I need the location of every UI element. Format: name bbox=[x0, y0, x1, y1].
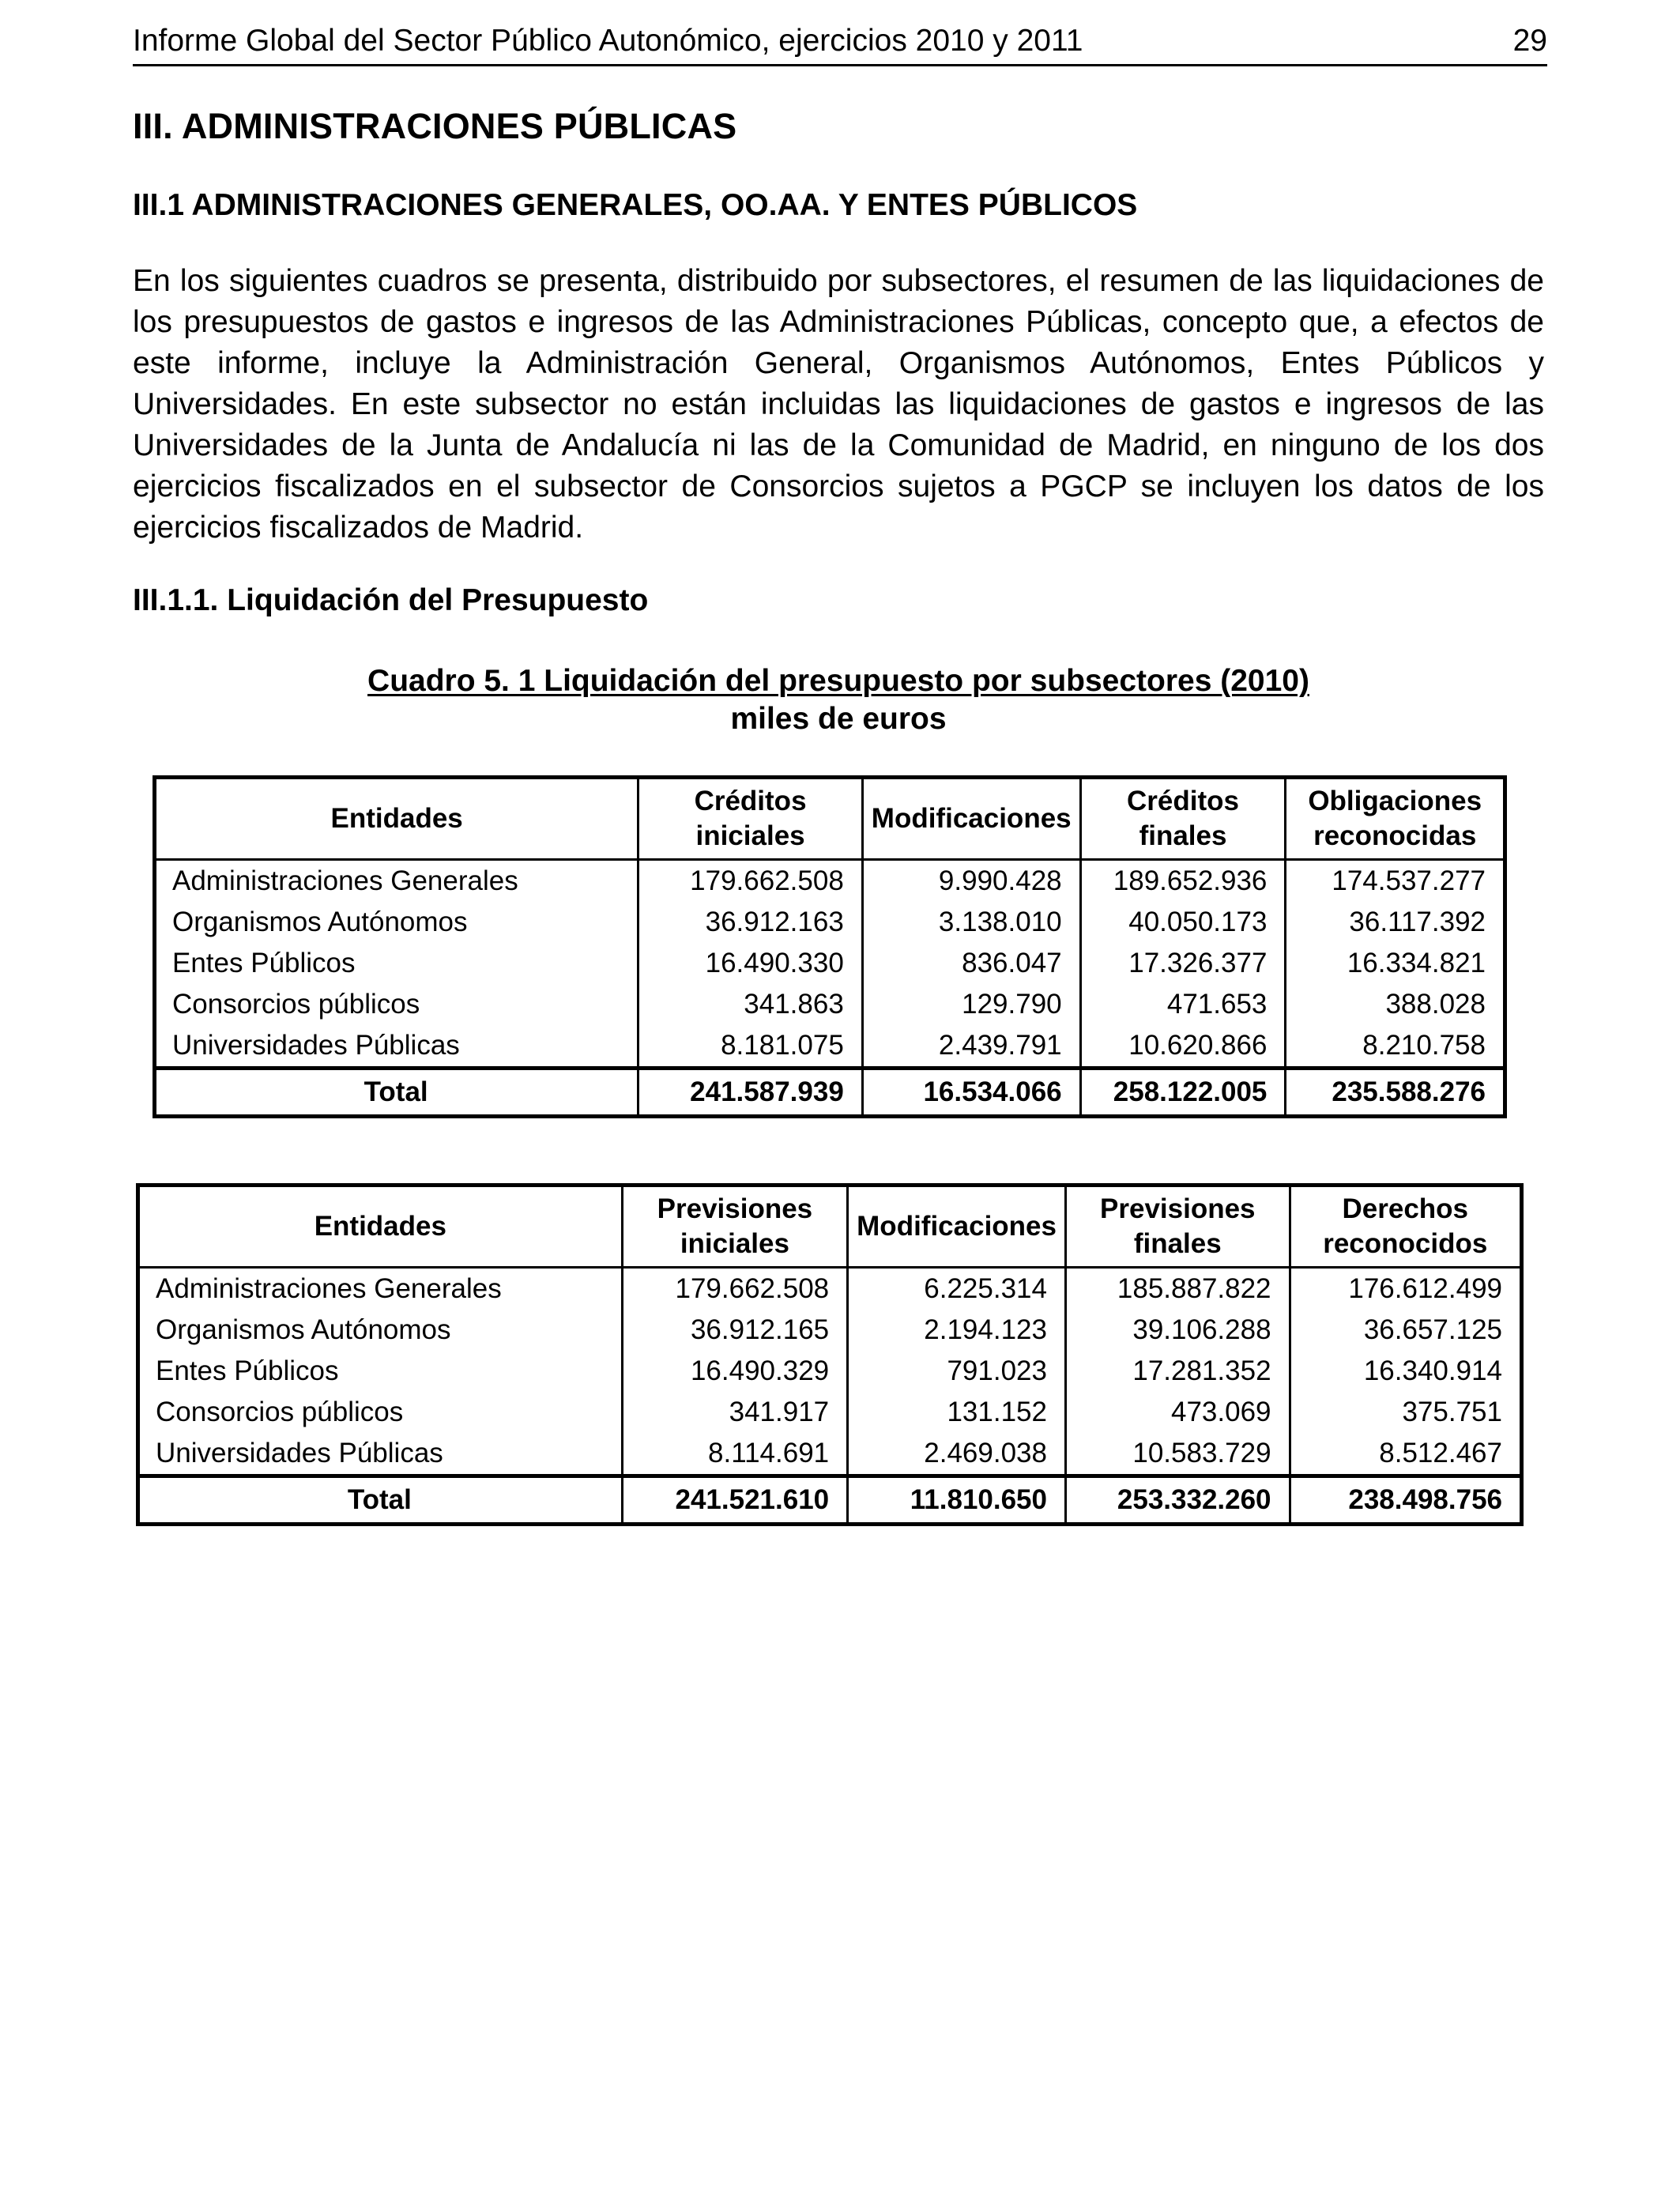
table-row bbox=[138, 1351, 1522, 1392]
cell-value: 341.863 bbox=[638, 984, 862, 1025]
cell-entidad: Universidades Públicas bbox=[155, 1025, 638, 1069]
cell-entidad: Universidades Públicas bbox=[138, 1433, 623, 1476]
header-derechos-reconocidos bbox=[1290, 1186, 1521, 1268]
subsubsection-title: III.1.1. Liquidación del Presupuesto bbox=[133, 583, 649, 617]
cell-entidad: Entes Públicos bbox=[155, 943, 638, 984]
header-line: Previsiones bbox=[657, 1193, 813, 1224]
cell-total-value: 238.498.756 bbox=[1290, 1476, 1521, 1525]
cell-value: 174.537.277 bbox=[1286, 860, 1505, 903]
cell-value: 179.662.508 bbox=[622, 1268, 848, 1310]
header-entidades: Entidades bbox=[138, 1186, 623, 1268]
header-line: Derechos bbox=[1342, 1193, 1469, 1224]
cell-value: 189.652.936 bbox=[1080, 860, 1286, 903]
cell-value: 16.490.329 bbox=[622, 1351, 848, 1392]
header-creditos-finales bbox=[1080, 778, 1286, 860]
cell-value: 16.334.821 bbox=[1286, 943, 1505, 984]
cell-value: 9.990.428 bbox=[862, 860, 1080, 903]
expenses-table bbox=[153, 775, 1507, 1118]
cell-value: 36.117.392 bbox=[1286, 902, 1505, 943]
table-total-row bbox=[155, 1069, 1505, 1117]
page-number: 29 bbox=[1512, 24, 1547, 58]
cell-value: 3.138.010 bbox=[862, 902, 1080, 943]
header-line: finales bbox=[1133, 1228, 1222, 1259]
table-header-row bbox=[155, 778, 1505, 860]
header-previsiones-iniciales bbox=[622, 1186, 848, 1268]
intro-paragraph: En los siguientes cuadros se presenta, distribuido por subsectores, el resumen de las liquidaciones de los presupuestos de gastos e ingresos de las Administraciones Públicas, concepto que, a efectos de este informe, incluye la Administración General, Organismos Autónomos, Entes Públicos y Universidades. En este subsector no están incluidas las liquidaciones de gastos e ingresos de las Universidades de la Junta de Andalucía ni las de la Comunidad de Madrid, en ninguno de los dos ejercicios fiscalizados en el subsector de Consorcios sujetos a PGCP se incluyen los datos de los ejercicios fiscalizados de Madrid. bbox=[133, 264, 1544, 545]
table-row bbox=[138, 1392, 1522, 1433]
header-line: Obligaciones bbox=[1308, 786, 1482, 816]
cell-value: 8.512.467 bbox=[1290, 1433, 1521, 1476]
cell-value: 2.469.038 bbox=[848, 1433, 1066, 1476]
cell-value: 39.106.288 bbox=[1066, 1310, 1290, 1351]
table-row bbox=[138, 1268, 1522, 1310]
cell-value: 10.620.866 bbox=[1080, 1025, 1286, 1069]
revenue-table bbox=[136, 1183, 1524, 1526]
cell-value: 10.583.729 bbox=[1066, 1433, 1290, 1476]
cell-value: 40.050.173 bbox=[1080, 902, 1286, 943]
cell-value: 16.490.330 bbox=[638, 943, 862, 984]
header-line: Créditos bbox=[1127, 786, 1239, 816]
cell-value: 388.028 bbox=[1286, 984, 1505, 1025]
cell-value: 8.181.075 bbox=[638, 1025, 862, 1069]
table-header-row bbox=[138, 1186, 1522, 1268]
header-line: iniciales bbox=[680, 1228, 789, 1259]
header-line: finales bbox=[1139, 820, 1227, 851]
cell-value: 36.912.165 bbox=[622, 1310, 848, 1351]
cell-total-value: 11.810.650 bbox=[848, 1476, 1066, 1525]
header-modificaciones: Modificaciones bbox=[848, 1186, 1066, 1268]
cell-value: 6.225.314 bbox=[848, 1268, 1066, 1310]
header-line: Créditos bbox=[694, 786, 807, 816]
table-total-row bbox=[138, 1476, 1522, 1525]
table-row bbox=[138, 1433, 1522, 1476]
cell-entidad: Consorcios públicos bbox=[138, 1392, 623, 1433]
header-line: reconocidos bbox=[1323, 1228, 1488, 1259]
cell-total-value: 241.521.610 bbox=[622, 1476, 848, 1525]
cell-value: 17.326.377 bbox=[1080, 943, 1286, 984]
cell-total-value: 258.122.005 bbox=[1080, 1069, 1286, 1117]
cell-value: 473.069 bbox=[1066, 1392, 1290, 1433]
cell-total-value: 16.534.066 bbox=[862, 1069, 1080, 1117]
header-obligaciones-reconocidas bbox=[1286, 778, 1505, 860]
cell-value: 176.612.499 bbox=[1290, 1268, 1521, 1310]
header-modificaciones: Modificaciones bbox=[862, 778, 1080, 860]
cell-value: 8.114.691 bbox=[622, 1433, 848, 1476]
cell-entidad: Organismos Autónomos bbox=[138, 1310, 623, 1351]
table-row bbox=[138, 1310, 1522, 1351]
cell-value: 375.751 bbox=[1290, 1392, 1521, 1433]
subsection-title: III.1 ADMINISTRACIONES GENERALES, OO.AA. Y ENTES PÚBLICOS bbox=[133, 188, 1138, 222]
table-row bbox=[155, 902, 1505, 943]
cell-entidad: Administraciones Generales bbox=[155, 860, 638, 903]
cell-total-label: Total bbox=[138, 1476, 623, 1525]
cell-total-value: 241.587.939 bbox=[638, 1069, 862, 1117]
cell-entidad: Consorcios públicos bbox=[155, 984, 638, 1025]
header-line: Previsiones bbox=[1100, 1193, 1256, 1224]
cell-total-value: 235.588.276 bbox=[1286, 1069, 1505, 1117]
cell-value: 341.917 bbox=[622, 1392, 848, 1433]
header-previsiones-finales bbox=[1066, 1186, 1290, 1268]
cell-entidad: Entes Públicos bbox=[138, 1351, 623, 1392]
cell-value: 791.023 bbox=[848, 1351, 1066, 1392]
cell-value: 8.210.758 bbox=[1286, 1025, 1505, 1069]
table-units: miles de euros bbox=[730, 702, 947, 736]
cell-total-value: 253.332.260 bbox=[1066, 1476, 1290, 1525]
table-row bbox=[155, 860, 1505, 903]
cell-value: 131.152 bbox=[848, 1392, 1066, 1433]
cell-entidad: Organismos Autónomos bbox=[155, 902, 638, 943]
header-entidades: Entidades bbox=[155, 778, 638, 860]
header-creditos-iniciales bbox=[638, 778, 862, 860]
cell-value: 179.662.508 bbox=[638, 860, 862, 903]
cell-value: 836.047 bbox=[862, 943, 1080, 984]
cell-value: 2.194.123 bbox=[848, 1310, 1066, 1351]
table-row bbox=[155, 984, 1505, 1025]
cell-value: 129.790 bbox=[862, 984, 1080, 1025]
section-title: III. ADMINISTRACIONES PÚBLICAS bbox=[133, 106, 737, 146]
cell-value: 185.887.822 bbox=[1066, 1268, 1290, 1310]
cell-value: 16.340.914 bbox=[1290, 1351, 1521, 1392]
table-caption: Cuadro 5. 1 Liquidación del presupuesto por subsectores (2010) bbox=[367, 664, 1309, 698]
table-row bbox=[155, 1025, 1505, 1069]
cell-entidad: Administraciones Generales bbox=[138, 1268, 623, 1310]
header-line: reconocidas bbox=[1313, 820, 1477, 851]
header-line: iniciales bbox=[695, 820, 805, 851]
cell-total-label: Total bbox=[155, 1069, 638, 1117]
cell-value: 2.439.791 bbox=[862, 1025, 1080, 1069]
cell-value: 36.912.163 bbox=[638, 902, 862, 943]
cell-value: 36.657.125 bbox=[1290, 1310, 1521, 1351]
header-title: Informe Global del Sector Público Autonómico, ejercicios 2010 y 2011 bbox=[133, 24, 1083, 58]
page-header bbox=[133, 17, 1547, 66]
cell-value: 471.653 bbox=[1080, 984, 1286, 1025]
table-row bbox=[155, 943, 1505, 984]
cell-value: 17.281.352 bbox=[1066, 1351, 1290, 1392]
